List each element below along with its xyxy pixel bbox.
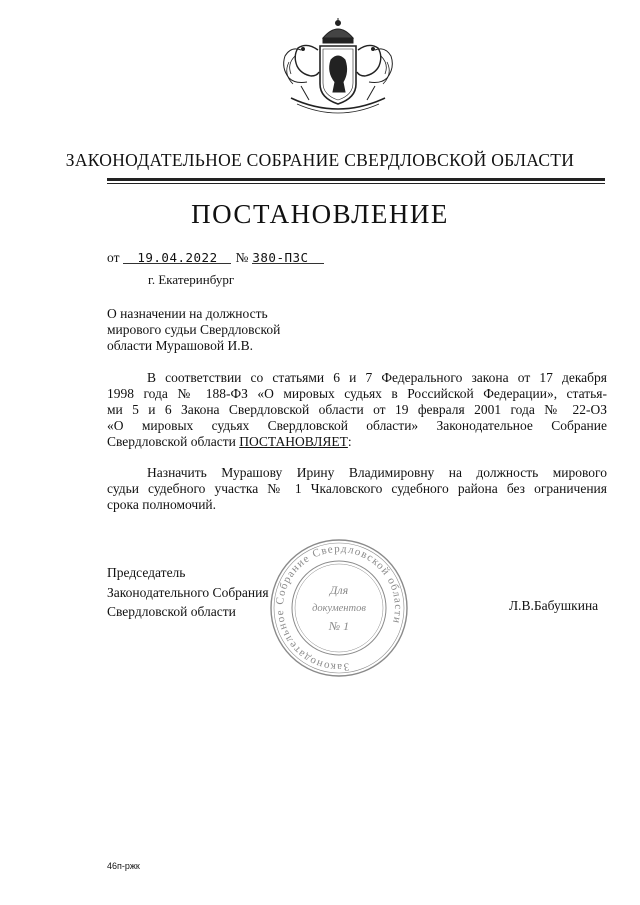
official-stamp (268, 537, 410, 679)
signer-title-line: Законодательного Собрания (107, 584, 269, 600)
subject-line: мирового судьи Свердловской (107, 322, 281, 337)
paragraph-line: Назначить Мурашову Ирину Владимировну на должность мирового (147, 465, 607, 480)
paragraph-line: 1998 года № 188-ФЗ «О мировых судьях в Российской Федерации», статья- (107, 386, 607, 401)
stamp-ring-text: Законодательное Собрание Свердловской области (273, 542, 405, 674)
stamp-center-line: документов (312, 603, 366, 614)
paragraph-text: Свердловской области (107, 434, 240, 449)
organization-name: ЗАКОНОДАТЕЛЬНОЕ СОБРАНИЕ СВЕРДЛОВСКОЙ ОБЛАСТИ (65, 150, 575, 170)
paragraph-text: : (347, 434, 352, 449)
date-prefix: от (107, 250, 120, 265)
paragraph-line: В соответствии со статьями 6 и 7 Федерального закона от 17 декабря (147, 370, 607, 385)
document-type-title: ПОСТАНОВЛЕНИЕ (191, 199, 449, 229)
paragraph-line: ми 5 и 6 Закона Свердловской области от 19 февраля 2001 года № 22-ОЗ (107, 402, 607, 417)
subject-block (107, 306, 347, 354)
coat-of-arms-emblem (271, 16, 405, 124)
subject-line: области Мурашовой И.В. (107, 338, 253, 353)
document-date: 19.04.2022 (137, 250, 218, 265)
signer-title-line: Свердловской области (107, 604, 236, 619)
header-rule-thick (107, 178, 605, 181)
footer-code: 46п-ржк (107, 861, 140, 871)
signer-title-line: Председатель (107, 565, 186, 580)
date-number-row (107, 249, 324, 267)
signer-name: Л.В.Бабушкина (509, 598, 599, 613)
number-prefix: № (235, 250, 249, 265)
date-line (123, 249, 231, 264)
stamp-center-line: № 1 (328, 619, 350, 633)
decree-word: ПОСТАНОВЛЯЕТ (239, 434, 348, 449)
document-number: 380-ПЗС (252, 250, 309, 265)
paragraph-basis (107, 370, 607, 450)
paragraph-line-last (107, 434, 607, 450)
paragraph-appointment (107, 465, 607, 513)
signer-title (107, 563, 269, 622)
stamp-center-line: Для (329, 583, 349, 597)
paragraph-line: судьи судебного участка № 1 Чкаловского судебного района без ограничения (107, 481, 607, 496)
header-rule-thin (107, 183, 605, 184)
paragraph-line: срока полномочий. (107, 497, 217, 512)
number-line (252, 249, 324, 264)
subject-line: О назначении на должность (107, 306, 268, 321)
paragraph-line: «О мировых судьях Свердловской области» Законодательное Собрание (107, 418, 607, 433)
city: г. Екатеринбург (148, 272, 235, 287)
